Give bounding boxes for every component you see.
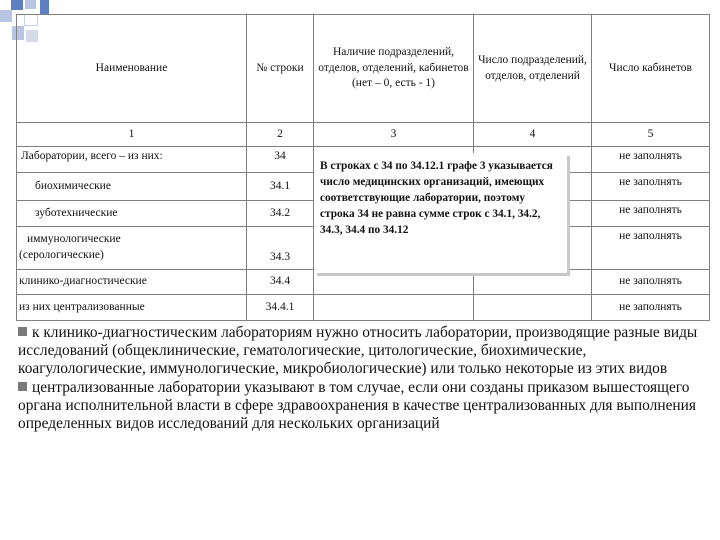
row-cell-5: не заполнять (592, 270, 710, 295)
row-name: биохимические (17, 173, 247, 201)
row-cell-5: не заполнять (592, 147, 710, 173)
row-name: клинико-диагностические (17, 270, 247, 295)
row-name: Лаборатории, всего – из них: (17, 147, 247, 173)
row-name: зуботехнические (17, 201, 247, 227)
row-code: 34 (247, 147, 314, 173)
square-bullet-icon (18, 327, 27, 336)
col-number-5: 5 (592, 123, 710, 147)
square-bullet-icon (18, 382, 27, 391)
bullet-item (18, 379, 708, 433)
col-number-1: 1 (17, 123, 247, 147)
row-cell-4 (474, 295, 592, 321)
row-cell-5: не заполнять (592, 295, 710, 321)
header-name: Наименование (17, 15, 247, 123)
bullet-text: к клинико-диагностическим лабораториям нужно относить лаборатории, производящие разные виды исследований (общеклинические, гематологические, цитологические, биохимические, коагулологические, иммунологические, микробиологические) или только некоторые из этих видов (18, 324, 698, 378)
bullet-list (18, 324, 708, 434)
header-rooms-count: Число кабинетов (592, 15, 710, 123)
row-cell-3 (314, 295, 474, 321)
row-cell-3 (314, 270, 474, 295)
row-cell-5: не заполнять (592, 227, 710, 270)
table-row (17, 270, 710, 295)
row-code: 34.4 (247, 270, 314, 295)
col-number-2: 2 (247, 123, 314, 147)
corner-square-3 (40, 0, 49, 14)
column-numbers-row (17, 123, 710, 147)
row-code: 34.3 (247, 227, 314, 270)
bullet-text: централизованные лаборатории указывают в том случае, если они созданы приказом вышестоящего органа исполнительной власти в сфере здравоохранения в качестве централизованных для выполнения определенных видов исследований для нескольких организаций (18, 379, 696, 433)
bullet-item (18, 324, 708, 378)
header-row-no: № строки (247, 15, 314, 123)
header-row (17, 15, 710, 123)
row-cell-5: не заполнять (592, 173, 710, 201)
col-number-3: 3 (314, 123, 474, 147)
row-code: 34.4.1 (247, 295, 314, 321)
table-row (17, 295, 710, 321)
row-name: из них централизованные (17, 295, 247, 321)
row-cell-4 (474, 270, 592, 295)
callout-note: В строках с 34 по 34.12.1 графе 3 указывается число медицинских организаций, имеющих соответствующие лаборатории, поэтому строка 34 не равна сумме строк с 34.1, 34.2, 34.3, 34.4 по 34.12 (314, 153, 567, 273)
corner-square-1 (11, 0, 23, 10)
header-units-count: Число подразделений, отделов, отделений (474, 15, 592, 123)
row-code: 34.2 (247, 201, 314, 227)
corner-square-2 (25, 0, 36, 9)
header-units: Наличие подразделений, отделов, отделений, кабинетов (нет – 0, есть - 1) (314, 15, 474, 123)
row-name-text: иммунологические (серологические) (19, 233, 121, 261)
row-name (17, 227, 247, 270)
row-cell-5: не заполнять (592, 201, 710, 227)
corner-square-4 (0, 10, 12, 22)
row-code: 34.1 (247, 173, 314, 201)
col-number-4: 4 (474, 123, 592, 147)
